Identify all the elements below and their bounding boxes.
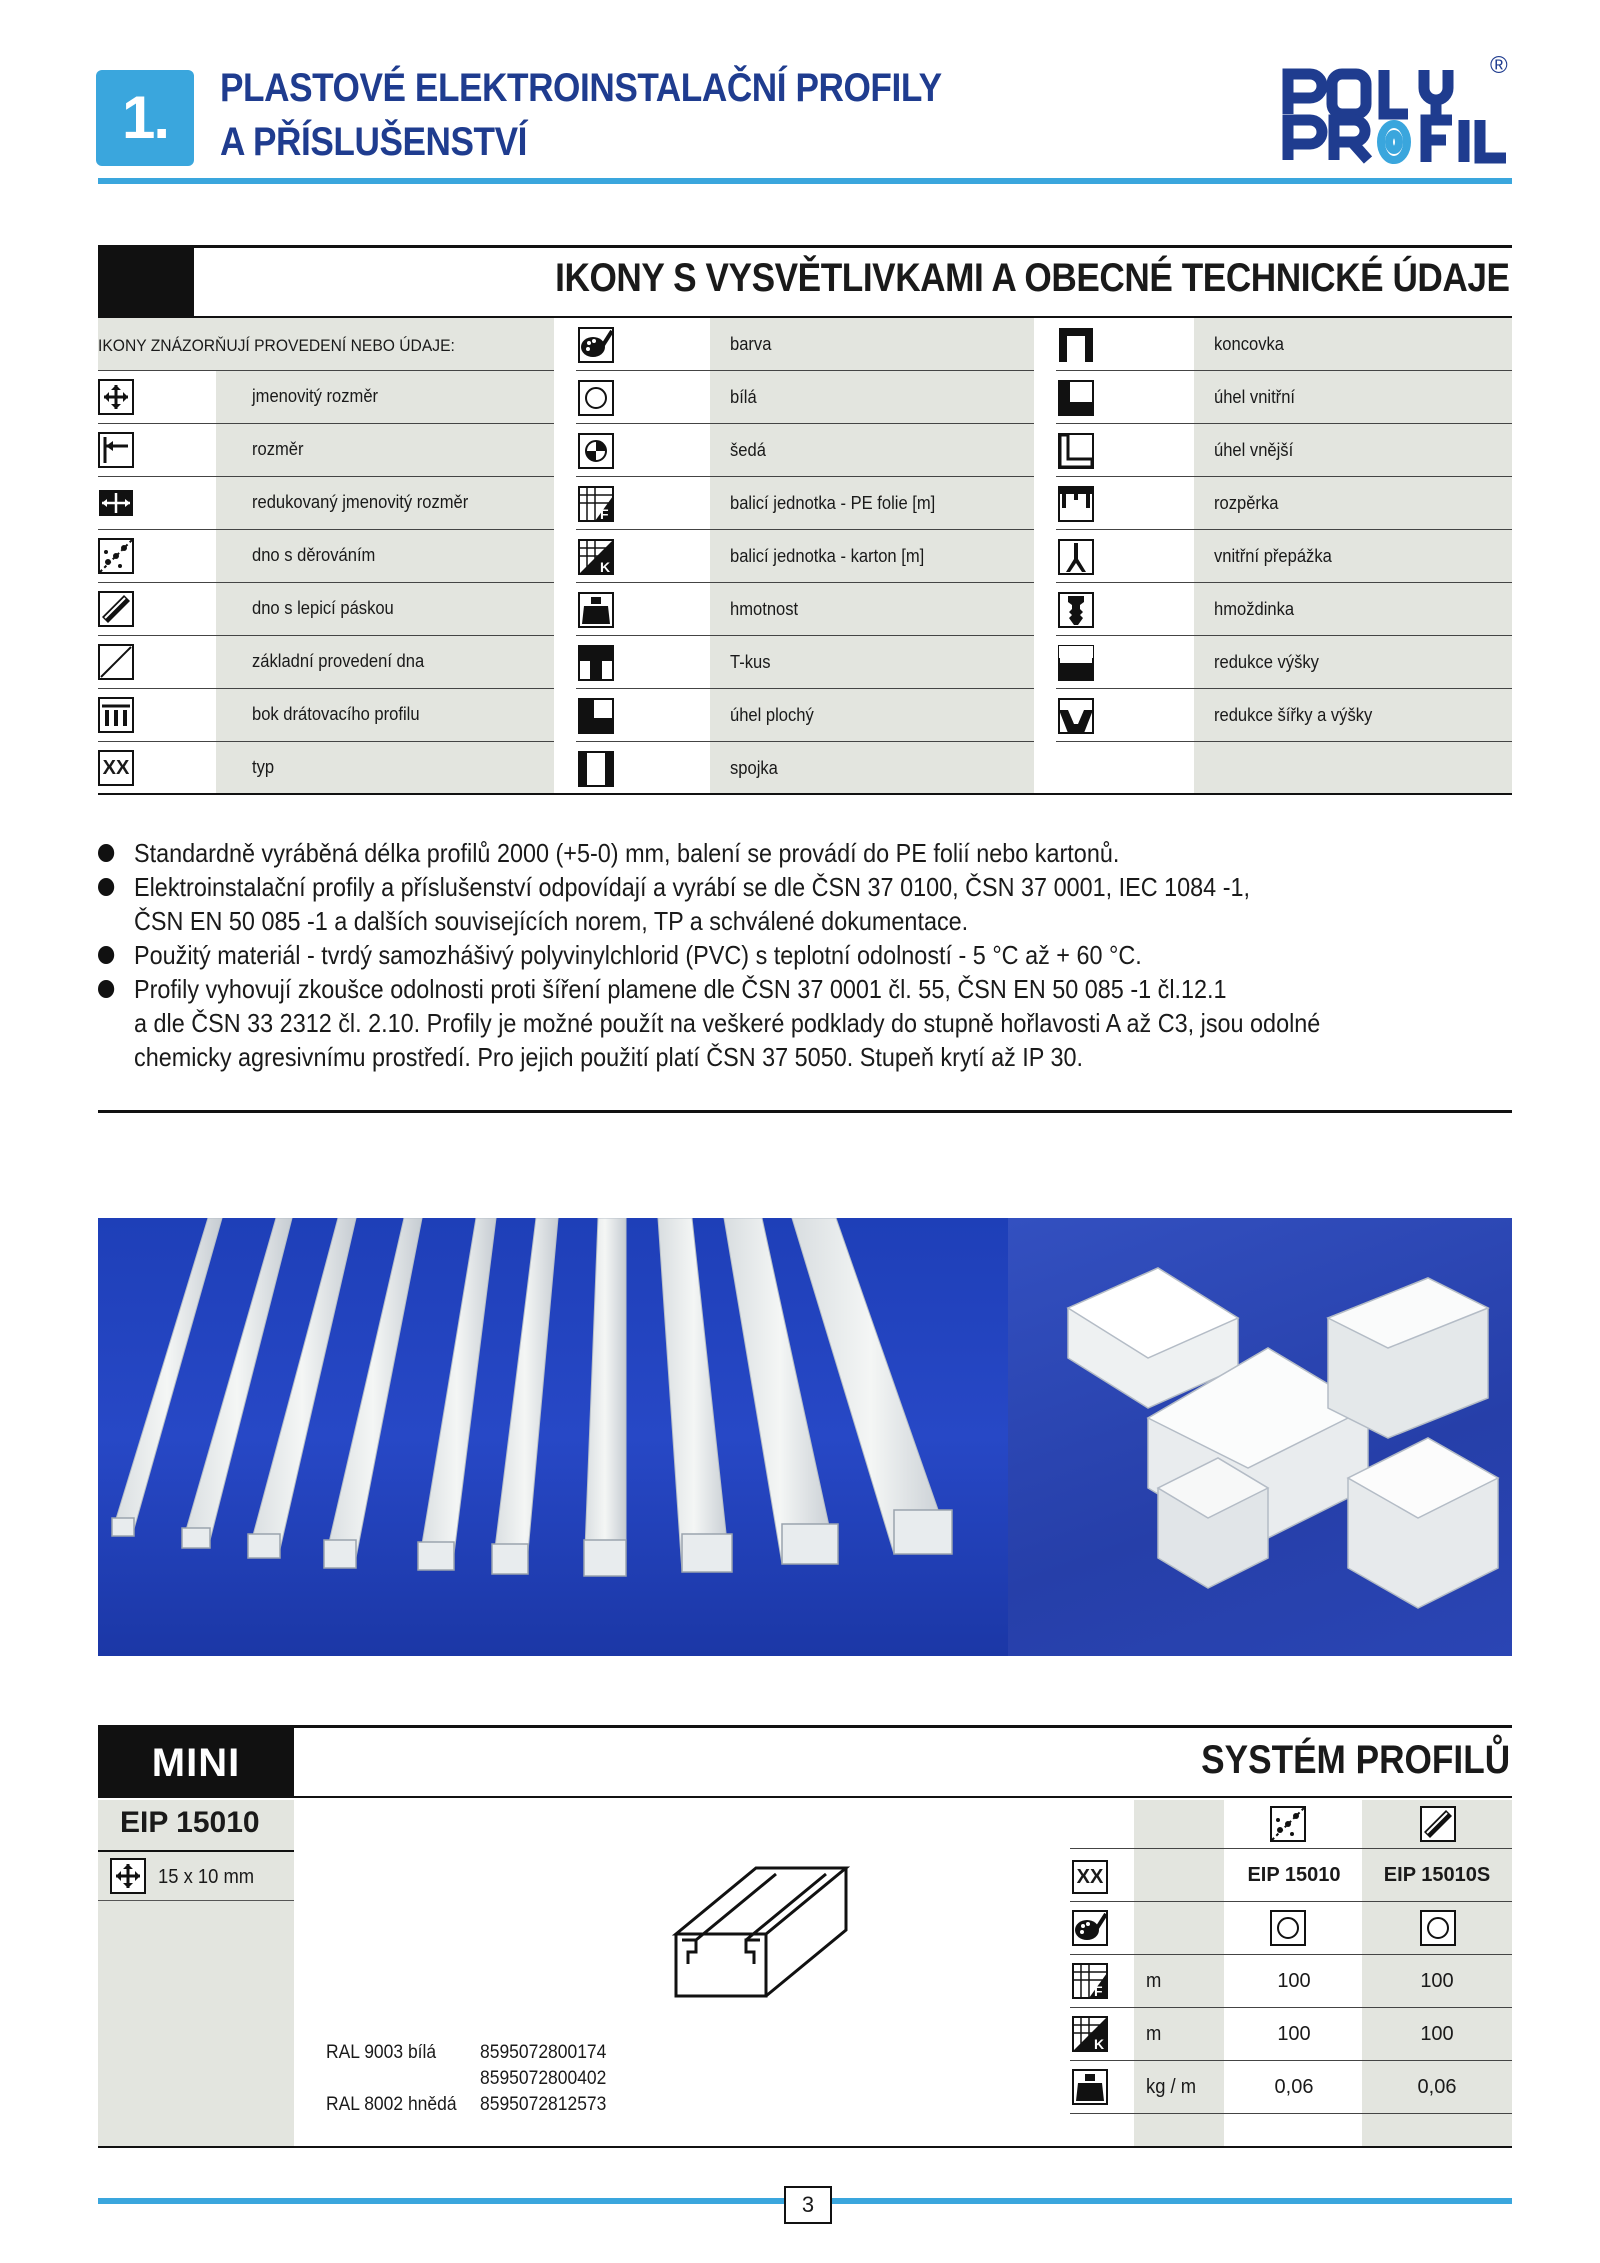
- section-marker-block: [98, 248, 194, 318]
- chapter-badge: 1.: [96, 70, 194, 166]
- product-section-rule: [294, 1796, 1512, 1798]
- white-icon: [1270, 1910, 1306, 1946]
- svg-text:K: K: [600, 559, 611, 575]
- col3-label: úhel vnitřní: [1214, 387, 1296, 407]
- t-piece-icon: [578, 645, 614, 681]
- registered-mark: ®: [1490, 52, 1508, 79]
- col1-label: typ: [252, 757, 275, 777]
- bullet-dot: [98, 980, 114, 998]
- color-name: RAL 9003 bílá: [326, 2042, 437, 2063]
- col3-label: koncovka: [1214, 334, 1284, 354]
- system-title: SYSTÉM PROFILŮ: [1200, 1738, 1510, 1782]
- profile-cross-section-drawing: [670, 1856, 850, 2016]
- spacer-icon: [1058, 486, 1094, 522]
- inner-partition-icon: [1058, 539, 1094, 575]
- header-rule: [98, 178, 1512, 184]
- col1-label: dno s lepicí páskou: [252, 598, 394, 618]
- type-value: EIP 15010S: [1383, 1864, 1491, 1886]
- icons-section-title: IKONY S VYSVĚTLIVKAMI A OBECNÉ TECHNICKÉ ÚDAJE: [555, 256, 1510, 300]
- carton-unit-icon: [578, 539, 614, 575]
- pe-foil-unit-icon: [578, 486, 614, 522]
- product-section-bottom-rule: [98, 2146, 1512, 2148]
- type-value: EIP 15010: [1247, 1864, 1341, 1886]
- page-number: 3: [784, 2186, 832, 2224]
- bullet-dot: [98, 878, 114, 896]
- col2-label: šedá: [730, 440, 766, 460]
- col1-label: redukovaný jmenovitý rozměr: [252, 492, 469, 512]
- spec-value: 0,06: [1417, 2076, 1457, 2098]
- basic-base-icon: [98, 644, 134, 680]
- profiles-photo: [98, 1218, 1008, 1656]
- adhesive-tape-base-icon: [98, 591, 134, 627]
- col1-label: základní provedení dna: [252, 651, 425, 671]
- width-height-reduction-icon: [1058, 698, 1094, 734]
- bullet-item: [98, 938, 1376, 972]
- unit-label: m: [1146, 2023, 1162, 2045]
- bullet-item: [98, 836, 1376, 870]
- perforated-base-icon: [98, 538, 134, 574]
- dimension-icon: [98, 432, 134, 468]
- bullet-item: [98, 870, 1376, 938]
- product-code: EIP 15010: [120, 1806, 260, 1839]
- bullet-text: chemicky agresivnímu prostředí. Pro jejich použití platí ČSN 37 5050. Stupeň krytí až IP 30.: [134, 1042, 1084, 1072]
- white-icon: [1420, 1910, 1456, 1946]
- col2-label: hmotnost: [730, 599, 799, 619]
- series-badge: MINI: [98, 1728, 294, 1798]
- icon-table-bottom-rule: [98, 793, 1512, 795]
- adhesive-tape-base-icon: [1420, 1806, 1456, 1842]
- color-icon: [1072, 1910, 1108, 1946]
- weight-icon: [1072, 2069, 1108, 2105]
- product-section-top-line: [98, 1725, 1512, 1728]
- col2-label: balicí jednotka - karton [m]: [730, 546, 925, 566]
- col1-label: jmenovitý rozměr: [252, 386, 379, 406]
- accessories-photo: [1008, 1218, 1512, 1656]
- col2-label: úhel plochý: [730, 705, 814, 725]
- wiring-profile-side-icon: [98, 697, 134, 733]
- nominal-dimension-icon: [98, 379, 134, 415]
- col1-label: rozměr: [252, 439, 304, 459]
- col3-label: úhel vnější: [1214, 440, 1294, 460]
- col2-label: balicí jednotka - PE folie [m]: [730, 493, 936, 513]
- page-title-line2: A PŘÍSLUŠENSTVÍ: [220, 120, 527, 164]
- white-icon: [578, 380, 614, 416]
- svg-text:F: F: [1094, 1983, 1103, 1999]
- reduced-nominal-dimension-icon: [98, 485, 134, 521]
- page-title-line1: PLASTOVÉ ELEKTROINSTALAČNÍ PROFILY: [220, 66, 942, 110]
- svg-text:F: F: [600, 506, 609, 522]
- dowel-icon: [1058, 592, 1094, 628]
- col3-label: redukce výšky: [1214, 652, 1319, 672]
- col2-label: barva: [730, 334, 772, 354]
- spec-value: 100: [1277, 2023, 1311, 2045]
- col3-label: redukce šířky a výšky: [1214, 705, 1373, 725]
- spec-value: 100: [1420, 2023, 1454, 2045]
- spec-value: 0,06: [1274, 2076, 1314, 2098]
- outer-angle-icon: [1058, 433, 1094, 469]
- col3-label: hmoždinka: [1214, 599, 1295, 619]
- bullet-text: Použitý materiál - tvrdý samozhášivý polyvinylchlorid (PVC) s teplotní odolností - 5 °C až + 60 °C.: [134, 940, 1142, 970]
- product-dimension: 15 x 10 mm: [158, 1866, 255, 1888]
- col3-label: vnitřní přepážka: [1214, 546, 1332, 566]
- color-icon: [578, 327, 614, 363]
- product-info-panel: [98, 1800, 294, 2148]
- ean-code: 8595072812573: [480, 2094, 607, 2115]
- section-top-line: [98, 245, 1512, 248]
- spec-value: 100: [1420, 1970, 1454, 1992]
- svg-text:K: K: [1094, 2036, 1105, 2052]
- bullets-bottom-rule: [98, 1110, 1512, 1113]
- ean-code: 8595072800174: [480, 2042, 607, 2063]
- type-icon: XX: [98, 750, 134, 786]
- col2-label: bílá: [730, 387, 757, 407]
- col2-label: spojka: [730, 758, 778, 778]
- height-reduction-icon: [1058, 645, 1094, 681]
- pe-foil-unit-icon: [1072, 1963, 1108, 1999]
- col2-label: T-kus: [730, 652, 771, 672]
- weight-icon: [578, 592, 614, 628]
- col3-label: rozpěrka: [1214, 493, 1279, 513]
- col1-label: dno s děrováním: [252, 545, 376, 565]
- bullet-text: a dle ČSN 33 2312 čl. 2.10. Profily je možné použít na veškeré podklady do stupně hořlavosti A až C3, jsou odolné: [134, 1008, 1321, 1038]
- icons-intro: IKONY ZNÁZORŇUJÍ PROVEDENÍ NEBO ÚDAJE:: [98, 336, 455, 355]
- bullet-dot: [98, 946, 114, 964]
- unit-label: kg / m: [1146, 2076, 1197, 2098]
- flat-angle-icon: [578, 698, 614, 734]
- perforated-base-icon: [1270, 1806, 1306, 1842]
- bullet-text: Standardně vyráběná délka profilů 2000 (+5-0) mm, balení se provádí do PE folií nebo kartonů.: [134, 838, 1120, 868]
- carton-unit-icon: [1072, 2016, 1108, 2052]
- bullet-dot: [98, 844, 114, 862]
- coupler-icon: [578, 751, 614, 787]
- ean-code: 8595072800402: [480, 2068, 607, 2089]
- bullet-item: [98, 972, 1376, 1074]
- end-cap-icon: [1058, 327, 1094, 363]
- col1-label: bok drátovacího profilu: [252, 704, 420, 724]
- type-icon: XX: [1072, 1860, 1108, 1894]
- inner-angle-icon: [1058, 380, 1094, 416]
- unit-label: m: [1146, 1970, 1162, 1992]
- grey-icon: [578, 433, 614, 469]
- color-name: RAL 8002 hnědá: [326, 2094, 457, 2115]
- bullet-text: Profily vyhovují zkoušce odolnosti proti šíření plamene dle ČSN 37 0001 čl. 55, ČSN EN 50 085 -1 čl.12.1: [134, 974, 1227, 1004]
- bullet-text: ČSN EN 50 085 -1 a dalších souvisejících norem, TP a schválené dokumentace.: [134, 906, 969, 936]
- polyprofil-logo: [1276, 52, 1516, 168]
- bullet-text: Elektroinstalační profily a příslušenství odpovídají a vyrábí se dle ČSN 37 0100, ČSN 37 0001, IEC 1084 -1,: [134, 872, 1251, 902]
- spec-value: 100: [1277, 1970, 1311, 1992]
- nominal-dimension-icon: [110, 1858, 146, 1894]
